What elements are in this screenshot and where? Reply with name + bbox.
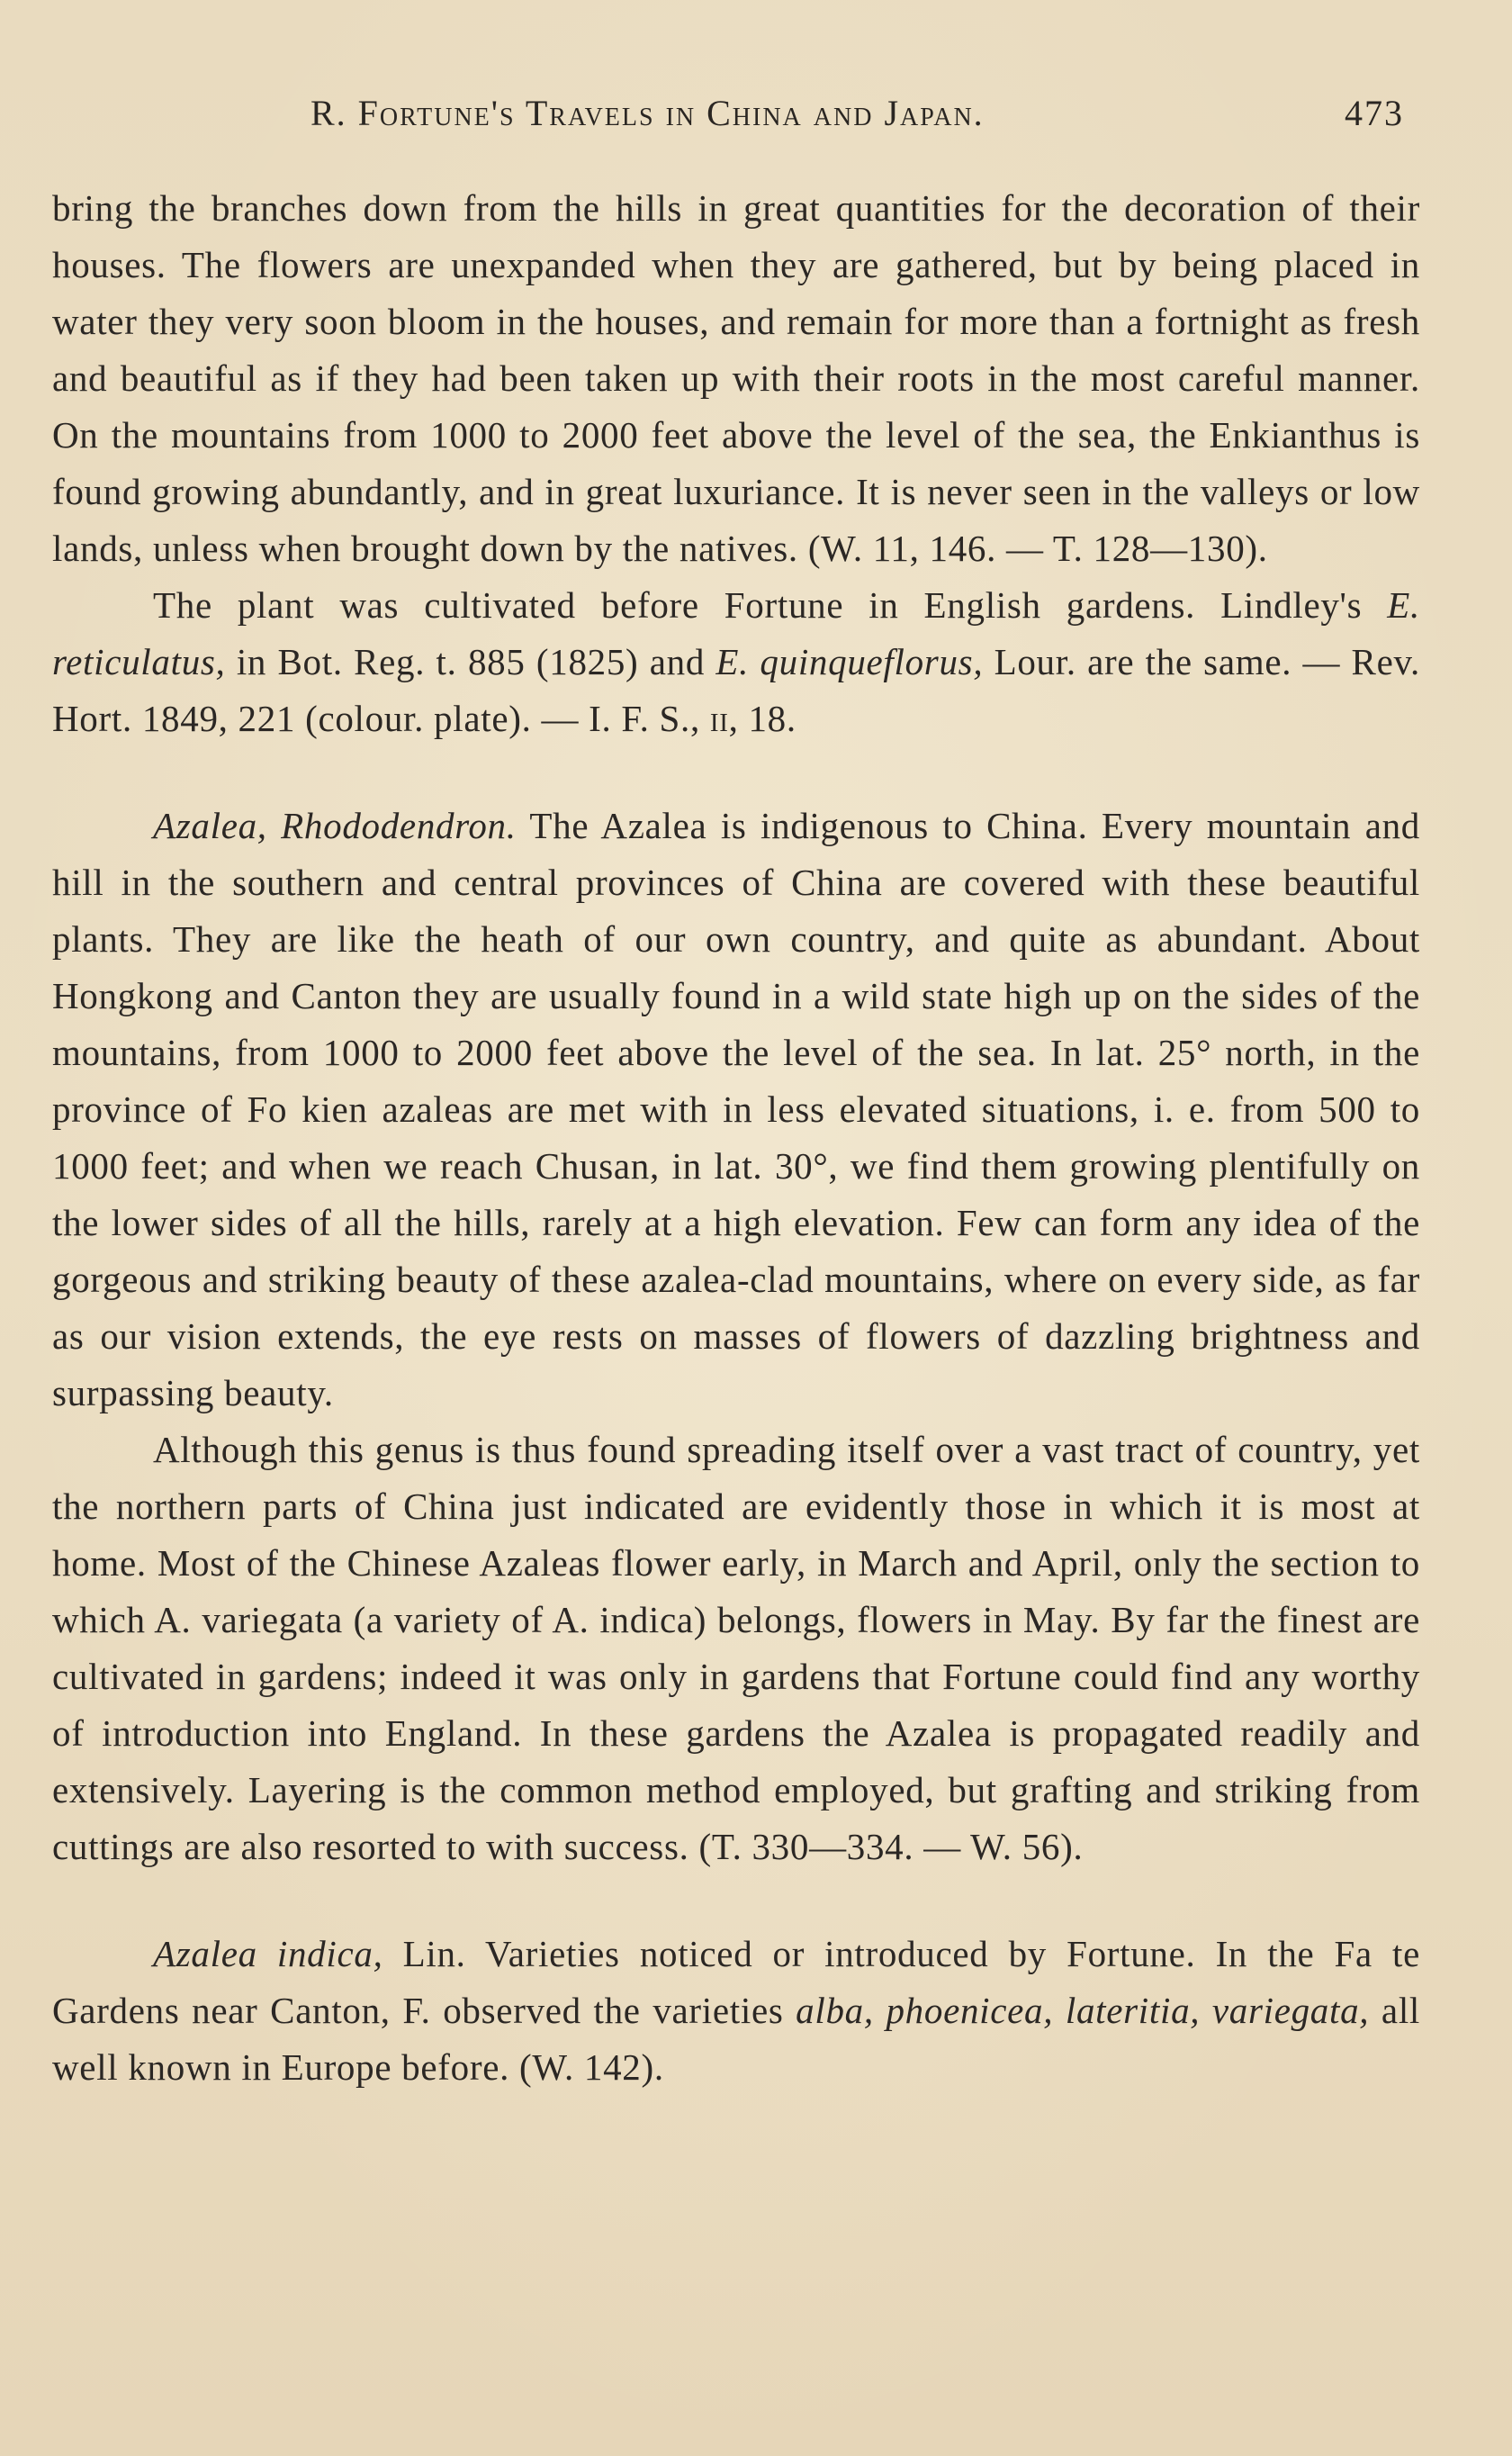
paragraph-azalea bbox=[52, 798, 1420, 1422]
running-head bbox=[54, 85, 1404, 139]
text-run: Lour. are the same. — Rev. Hort. 1849, 221 (colour. plate). — I. F. S., bbox=[52, 641, 1420, 739]
paragraph-text: Although this genus is thus found spreading itself over a vast tract of country, yet the northern parts of China just indicated are evidently those in which it is most at home. Most of the Chinese Azaleas flower early, in March and April, only the section to which A. variegata (a variety of A. indica) belongs, flowers in May. By far the finest are cultivated in gardens; indeed it was only in gardens that Fortune could find any worthy of introduction into England. In these gardens the Azalea is propagated readily and extensively. Layering is the common method employed, but grafting and striking from cuttings are also resorted to with success. (T. 330—334. — W. 56). bbox=[52, 1429, 1420, 1867]
volume-numeral: ii bbox=[709, 698, 729, 739]
paragraph-text: The Azalea is indigenous to China. Every mountain and hill in the southern and central provinces of China are covered with these beautiful plants. They are like the heath of our own country, and quite as abundant. About Hongkong and Canton they are usually found in a wild state high up on the sides of the mountains, from 1000 to 2000 feet above the level of the sea. In lat. 25° north, in the province of Fo kien azaleas are met with in less elevated situations, i. e. from 500 to 1000 feet; and when we reach Chusan, in lat. 30°, we find them growing plentifully on the lower sides of all the hills, rarely at a high elevation. Few can form any idea of the gorgeous and striking beauty of these azalea-clad mountains, where on every side, as far as our vision extends, the eye rests on masses of flowers of dazzling brightness and surpassing beauty. bbox=[52, 805, 1420, 1413]
variety-names: alba, phoenicea, lateritia, variegata, bbox=[796, 1990, 1370, 2031]
section-heading: Azalea indica, bbox=[153, 1933, 383, 1974]
paragraph-enkianthus-continued bbox=[52, 180, 1420, 577]
body-text bbox=[52, 180, 1420, 2096]
text-run: The plant was cultivated before Fortune in English gardens. Lindley's bbox=[153, 584, 1388, 626]
paragraph-enkianthus-history bbox=[52, 577, 1420, 747]
species-name: E. reticulatus, bbox=[52, 584, 1420, 682]
text-run: in Bot. Reg. t. 885 (1825) and bbox=[225, 641, 716, 682]
species-name: E. quinqueflorus, bbox=[716, 641, 984, 682]
text-run: Lin. Varieties noticed or introduced by Fortune. In the Fa te Gardens near Canton, F. observed the varieties bbox=[52, 1933, 1421, 2031]
paragraph-text: bring the branches down from the hills in great quantities for the decoration of their houses. The flowers are unexpanded when they are gathered, but by being placed in water they very soon bloom in the houses, and remain for more than a fortnight as fresh and beautiful as if they had been taken up with their roots in the most careful manner. On the mountains from 1000 to 2000 feet above the level of the sea, the Enkianthus is found growing abundantly, and in great luxuriance. It is never seen in the valleys or low lands, unless when brought down by the natives. (W. 11, 146. — T. 128—130). bbox=[52, 187, 1420, 569]
text-run: , 18. bbox=[728, 698, 796, 739]
paragraph-azalea-cultivation bbox=[52, 1422, 1420, 1875]
section-heading: Azalea, Rhododendron. bbox=[153, 805, 517, 846]
text-run: all well known in Europe before. (W. 142). bbox=[52, 1990, 1421, 2088]
paragraph-azalea-indica bbox=[52, 1926, 1420, 2096]
running-title: R. Fortune's Travels in China and Japan. bbox=[310, 93, 985, 133]
page-number: 473 bbox=[1345, 93, 1404, 133]
